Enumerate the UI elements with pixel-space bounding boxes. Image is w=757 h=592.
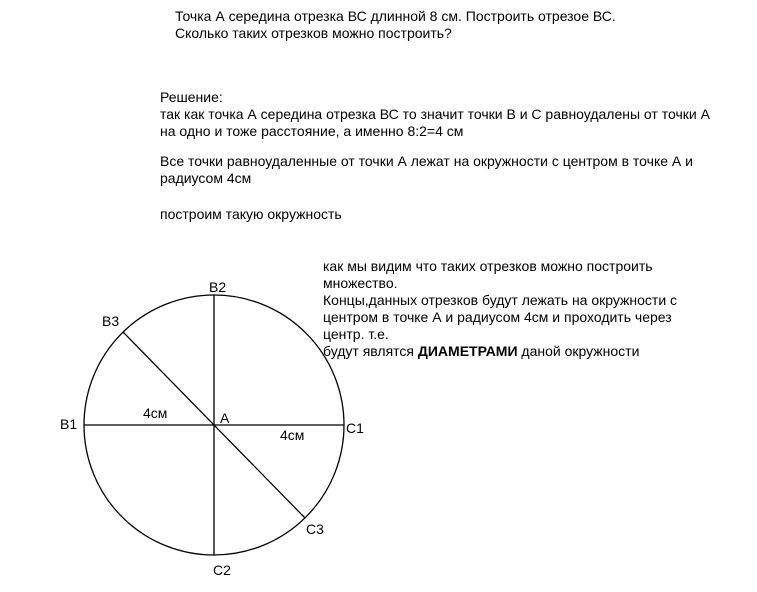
radius-label-right: 4см [280, 427, 305, 443]
conclusion-line-2: множество. [323, 275, 398, 291]
solution-heading: Решение: [160, 89, 223, 105]
conclusion-line-3: Концы,данных отрезков будут лежать на окружности с [323, 292, 678, 308]
conclusion-line-1: как мы видим что таких отрезков можно построить [323, 258, 653, 274]
conclusion-line-6-before: будут являтся [323, 343, 418, 359]
center-label-a: А [220, 410, 230, 426]
point-label-b3: B3 [102, 313, 120, 329]
circle-explanation-line-1: Все точки равноудаленные от точки А лежат на окружности с центром в точке А и [160, 153, 693, 169]
conclusion-line-5: центр. т.е. [323, 326, 389, 342]
radius-label-left: 4см [143, 405, 168, 421]
point-label-c3: C3 [306, 521, 324, 537]
task-line-2: Сколько таких отрезков можно построить? [175, 25, 452, 41]
circle-explanation-line-2: радиусом 4см [160, 170, 252, 186]
diameters-emphasis: ДИАМЕТРАМИ [417, 343, 518, 359]
conclusion-line-4: центром в точке А и радиусом 4см и проходить через [323, 309, 672, 325]
conclusion-line-6-after: даной окружности [517, 343, 640, 359]
solution-line-1: так как точка А середина отрезка ВС то значит точки В и С равноудалены от точки А [160, 106, 710, 122]
point-label-b1: B1 [60, 416, 78, 432]
construct-circle-line: построим такую окружность [160, 206, 342, 222]
solution-line-2: на одно и тоже расстояние, а именно 8:2=4 см [160, 123, 464, 139]
point-label-c2: C2 [213, 562, 231, 578]
point-label-b2: B2 [209, 279, 227, 295]
point-label-c1: C1 [346, 420, 364, 436]
task-line-1: Точка А середина отрезка ВС длинной 8 см. Построить отрезое ВС. [175, 8, 616, 24]
